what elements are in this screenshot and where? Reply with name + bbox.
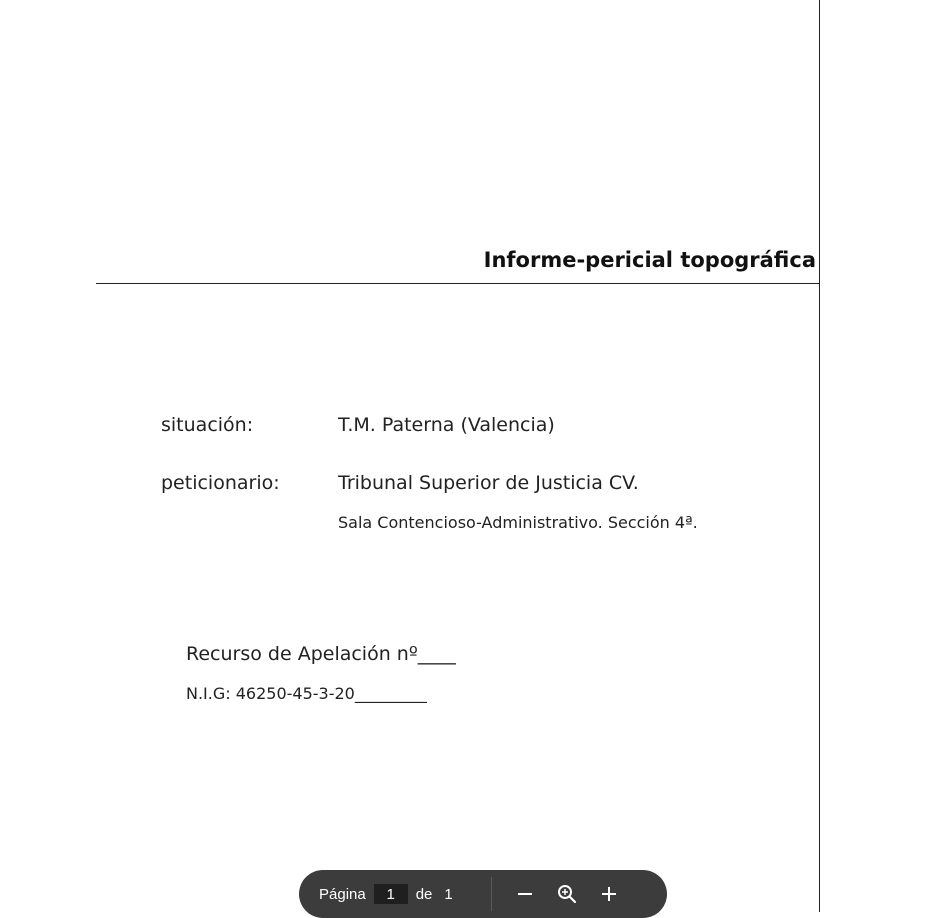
pdf-toolbar bbox=[299, 870, 667, 918]
zoom-in-button[interactable] bbox=[590, 875, 628, 913]
of-label: de bbox=[415, 885, 433, 903]
location-label: situación: bbox=[161, 414, 254, 436]
page-right-border bbox=[819, 0, 820, 912]
toolbar-divider bbox=[491, 877, 492, 911]
page-number-input[interactable] bbox=[374, 884, 408, 904]
title-rule bbox=[96, 283, 820, 284]
zoom-fit-button[interactable] bbox=[548, 875, 586, 913]
zoom-fit-icon bbox=[557, 884, 577, 904]
zoom-out-icon bbox=[516, 885, 534, 903]
requester-value: Tribunal Superior de Justicia CV. bbox=[338, 472, 639, 494]
nig-number: N.I.G: 46250-45-3-20_________ bbox=[186, 684, 427, 703]
page-indicator bbox=[299, 870, 491, 918]
zoom-in-icon bbox=[600, 885, 618, 903]
document-title: Informe-pericial topográfica bbox=[483, 248, 816, 272]
requester-label: peticionario: bbox=[161, 472, 280, 494]
location-value: T.M. Paterna (Valencia) bbox=[338, 414, 555, 436]
appeal-number: Recurso de Apelación nº____ bbox=[186, 643, 456, 665]
zoom-out-button[interactable] bbox=[506, 875, 544, 913]
total-pages: 1 bbox=[444, 885, 453, 903]
requester-value-line2: Sala Contencioso-Administrativo. Sección 4ª. bbox=[338, 513, 698, 532]
page-label: Página bbox=[319, 885, 366, 903]
